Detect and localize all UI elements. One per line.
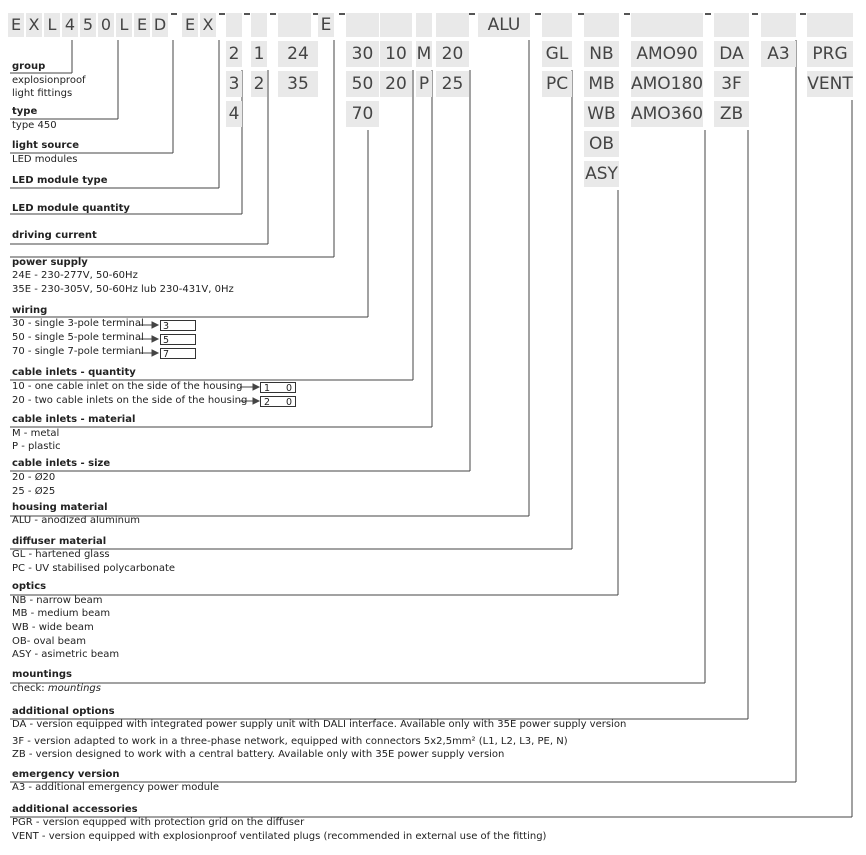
section-line: M - metal [12, 428, 60, 439]
separator-dash [705, 13, 711, 15]
section-line: explosionproof [12, 75, 86, 86]
section-line: ALU - anodized aluminum [12, 515, 141, 526]
section-line: 25 - Ø25 [12, 486, 56, 497]
option-cell: MB [584, 71, 619, 97]
option-cell: GL [542, 41, 572, 67]
section-line-italic: mountings [47, 683, 101, 694]
section-line: check: mountings [12, 683, 101, 694]
section-heading: mountings [12, 669, 72, 680]
section-heading: cable inlets - size [12, 458, 111, 469]
separator-dash [469, 13, 475, 15]
code-letter: 4 [62, 13, 78, 37]
option-cell: NB [584, 41, 619, 67]
section-heading: type [12, 106, 38, 117]
arrow-head [253, 398, 259, 404]
option-cell: WB [584, 101, 619, 127]
header-field [346, 13, 379, 37]
section-heading: power supply [12, 257, 88, 268]
option-cell: DA [714, 41, 749, 67]
header-field [631, 13, 703, 37]
section-line: 35E - 230-305V, 50-60Hz lub 230-431V, 0Hz [12, 284, 234, 295]
code-letter: 0 [98, 13, 114, 37]
section-heading: diffuser material [12, 536, 107, 547]
option-cell: 70 [346, 101, 379, 127]
option-cell: 2 [251, 71, 267, 97]
header-field [542, 13, 572, 37]
option-cell: PC [542, 71, 572, 97]
option-cell: 10 [380, 41, 412, 67]
inlet-digit: 2 [264, 397, 271, 408]
code-letter: L [44, 13, 60, 37]
header-field [436, 13, 469, 37]
section-heading: cable inlets - material [12, 414, 136, 425]
section-heading: additional accessories [12, 804, 138, 815]
section-line: 3F - version adapted to work in a three-phase network, equipped with connectors 5x2,5mm² (L1, L2, L3, PE, N) [12, 736, 568, 747]
option-cell: AMO180 [631, 71, 703, 97]
option-cell: PRG [807, 41, 853, 67]
header-field [226, 13, 242, 37]
section-line: type 450 [12, 120, 57, 131]
arrow-head [152, 336, 158, 342]
option-cell: VENT [807, 71, 853, 97]
header-field [380, 13, 412, 37]
option-cell: 2 [226, 41, 242, 67]
wiring-box: 3 [160, 320, 196, 331]
header-field: E [318, 13, 334, 37]
header-field [714, 13, 749, 37]
option-cell: 3 [226, 71, 242, 97]
header-field: ALU [478, 13, 530, 37]
code-letter: 5 [80, 13, 96, 37]
option-cell: A3 [761, 41, 796, 67]
separator-dash [752, 13, 758, 15]
section-line: WB - wide beam [12, 622, 94, 633]
header-field [761, 13, 796, 37]
inlet-box [260, 382, 296, 393]
section-heading: housing material [12, 502, 108, 513]
code-letter: E [134, 13, 150, 37]
section-line: GL - hartened glass [12, 549, 110, 560]
option-cell: AMO90 [631, 41, 703, 67]
section-line: 70 - single 7-pole termianl [12, 346, 144, 357]
header-field [584, 13, 619, 37]
section-line: DA - version equipped with integrated power supply unit with DALI interface. Available only with 35E power supply version [12, 719, 627, 730]
section-heading: emergency version [12, 769, 120, 780]
section-heading: additional options [12, 706, 115, 717]
section-line: light fittings [12, 88, 73, 99]
option-cell: OB [584, 131, 619, 157]
section-heading: LED module type [12, 175, 108, 186]
arrow-head [253, 384, 259, 390]
header-field [416, 13, 432, 37]
wiring-box: 5 [160, 334, 196, 345]
section-line: ZB - version designed to work with a central battery. Available only with 35E power supply version [12, 749, 505, 760]
section-line: MB - medium beam [12, 608, 111, 619]
section-heading: LED module quantity [12, 203, 130, 214]
section-heading: optics [12, 581, 47, 592]
code-letter: E [182, 13, 198, 37]
option-cell: ZB [714, 101, 749, 127]
separator-dash [171, 13, 177, 15]
option-cell: 20 [436, 41, 469, 67]
code-letter: D [152, 13, 168, 37]
option-cell: 30 [346, 41, 379, 67]
option-cell: 35 [278, 71, 318, 97]
section-heading: light source [12, 140, 79, 151]
section-line: 30 - single 3-pole terminal [12, 318, 144, 329]
section-line: 20 - Ø20 [12, 472, 56, 483]
section-line: P - plastic [12, 441, 61, 452]
code-letter: L [116, 13, 132, 37]
section-heading: driving current [12, 230, 97, 241]
section-heading: cable inlets - quantity [12, 367, 136, 378]
section-line: OB- oval beam [12, 636, 87, 647]
inlet-digit: 0 [286, 383, 293, 394]
separator-dash [244, 13, 250, 15]
separator-dash [800, 13, 806, 15]
option-cell: 4 [226, 101, 242, 127]
section-line: A3 - additional emergency power module [12, 782, 219, 793]
option-cell: 3F [714, 71, 749, 97]
code-letter: X [200, 13, 216, 37]
separator-dash [339, 13, 345, 15]
option-cell: 20 [380, 71, 412, 97]
section-line: NB - narrow beam [12, 595, 103, 606]
option-cell: M [416, 41, 432, 67]
inlet-digit: 1 [264, 383, 271, 394]
section-line: 20 - two cable inlets on the side of the housing [12, 395, 248, 406]
option-cell: P [416, 71, 432, 97]
arrow-head [152, 322, 158, 328]
option-cell: 50 [346, 71, 379, 97]
section-heading: group [12, 61, 46, 72]
arrow-head [152, 350, 158, 356]
inlet-digit: 0 [286, 397, 293, 408]
section-line: 10 - one cable inlet on the side of the housing [12, 381, 243, 392]
separator-dash [270, 13, 276, 15]
code-letter: X [26, 13, 42, 37]
separator-dash [219, 13, 225, 15]
header-field [251, 13, 267, 37]
code-letter: E [8, 13, 24, 37]
section-line: PGR - version equpped with protection grid on the diffuser [12, 817, 305, 828]
section-line: ASY - asimetric beam [12, 649, 120, 660]
section-line: 24E - 230-277V, 50-60Hz [12, 270, 138, 281]
section-heading: wiring [12, 305, 48, 316]
section-line: LED modules [12, 154, 78, 165]
separator-dash [535, 13, 541, 15]
option-cell: ASY [584, 161, 619, 187]
wiring-box: 7 [160, 348, 196, 359]
option-cell: 24 [278, 41, 318, 67]
section-line: PC - UV stabilised polycarbonate [12, 563, 176, 574]
inlet-box [260, 396, 296, 407]
option-cell: 25 [436, 71, 469, 97]
section-line: VENT - version equipped with explosionproof ventilated plugs (recommended in external use of the fitting) [12, 831, 547, 842]
header-field [278, 13, 311, 37]
section-line: 50 - single 5-pole terminal [12, 332, 144, 343]
option-cell: 1 [251, 41, 267, 67]
header-field [807, 13, 853, 37]
option-cell: AMO360 [631, 101, 703, 127]
separator-dash [624, 13, 630, 15]
